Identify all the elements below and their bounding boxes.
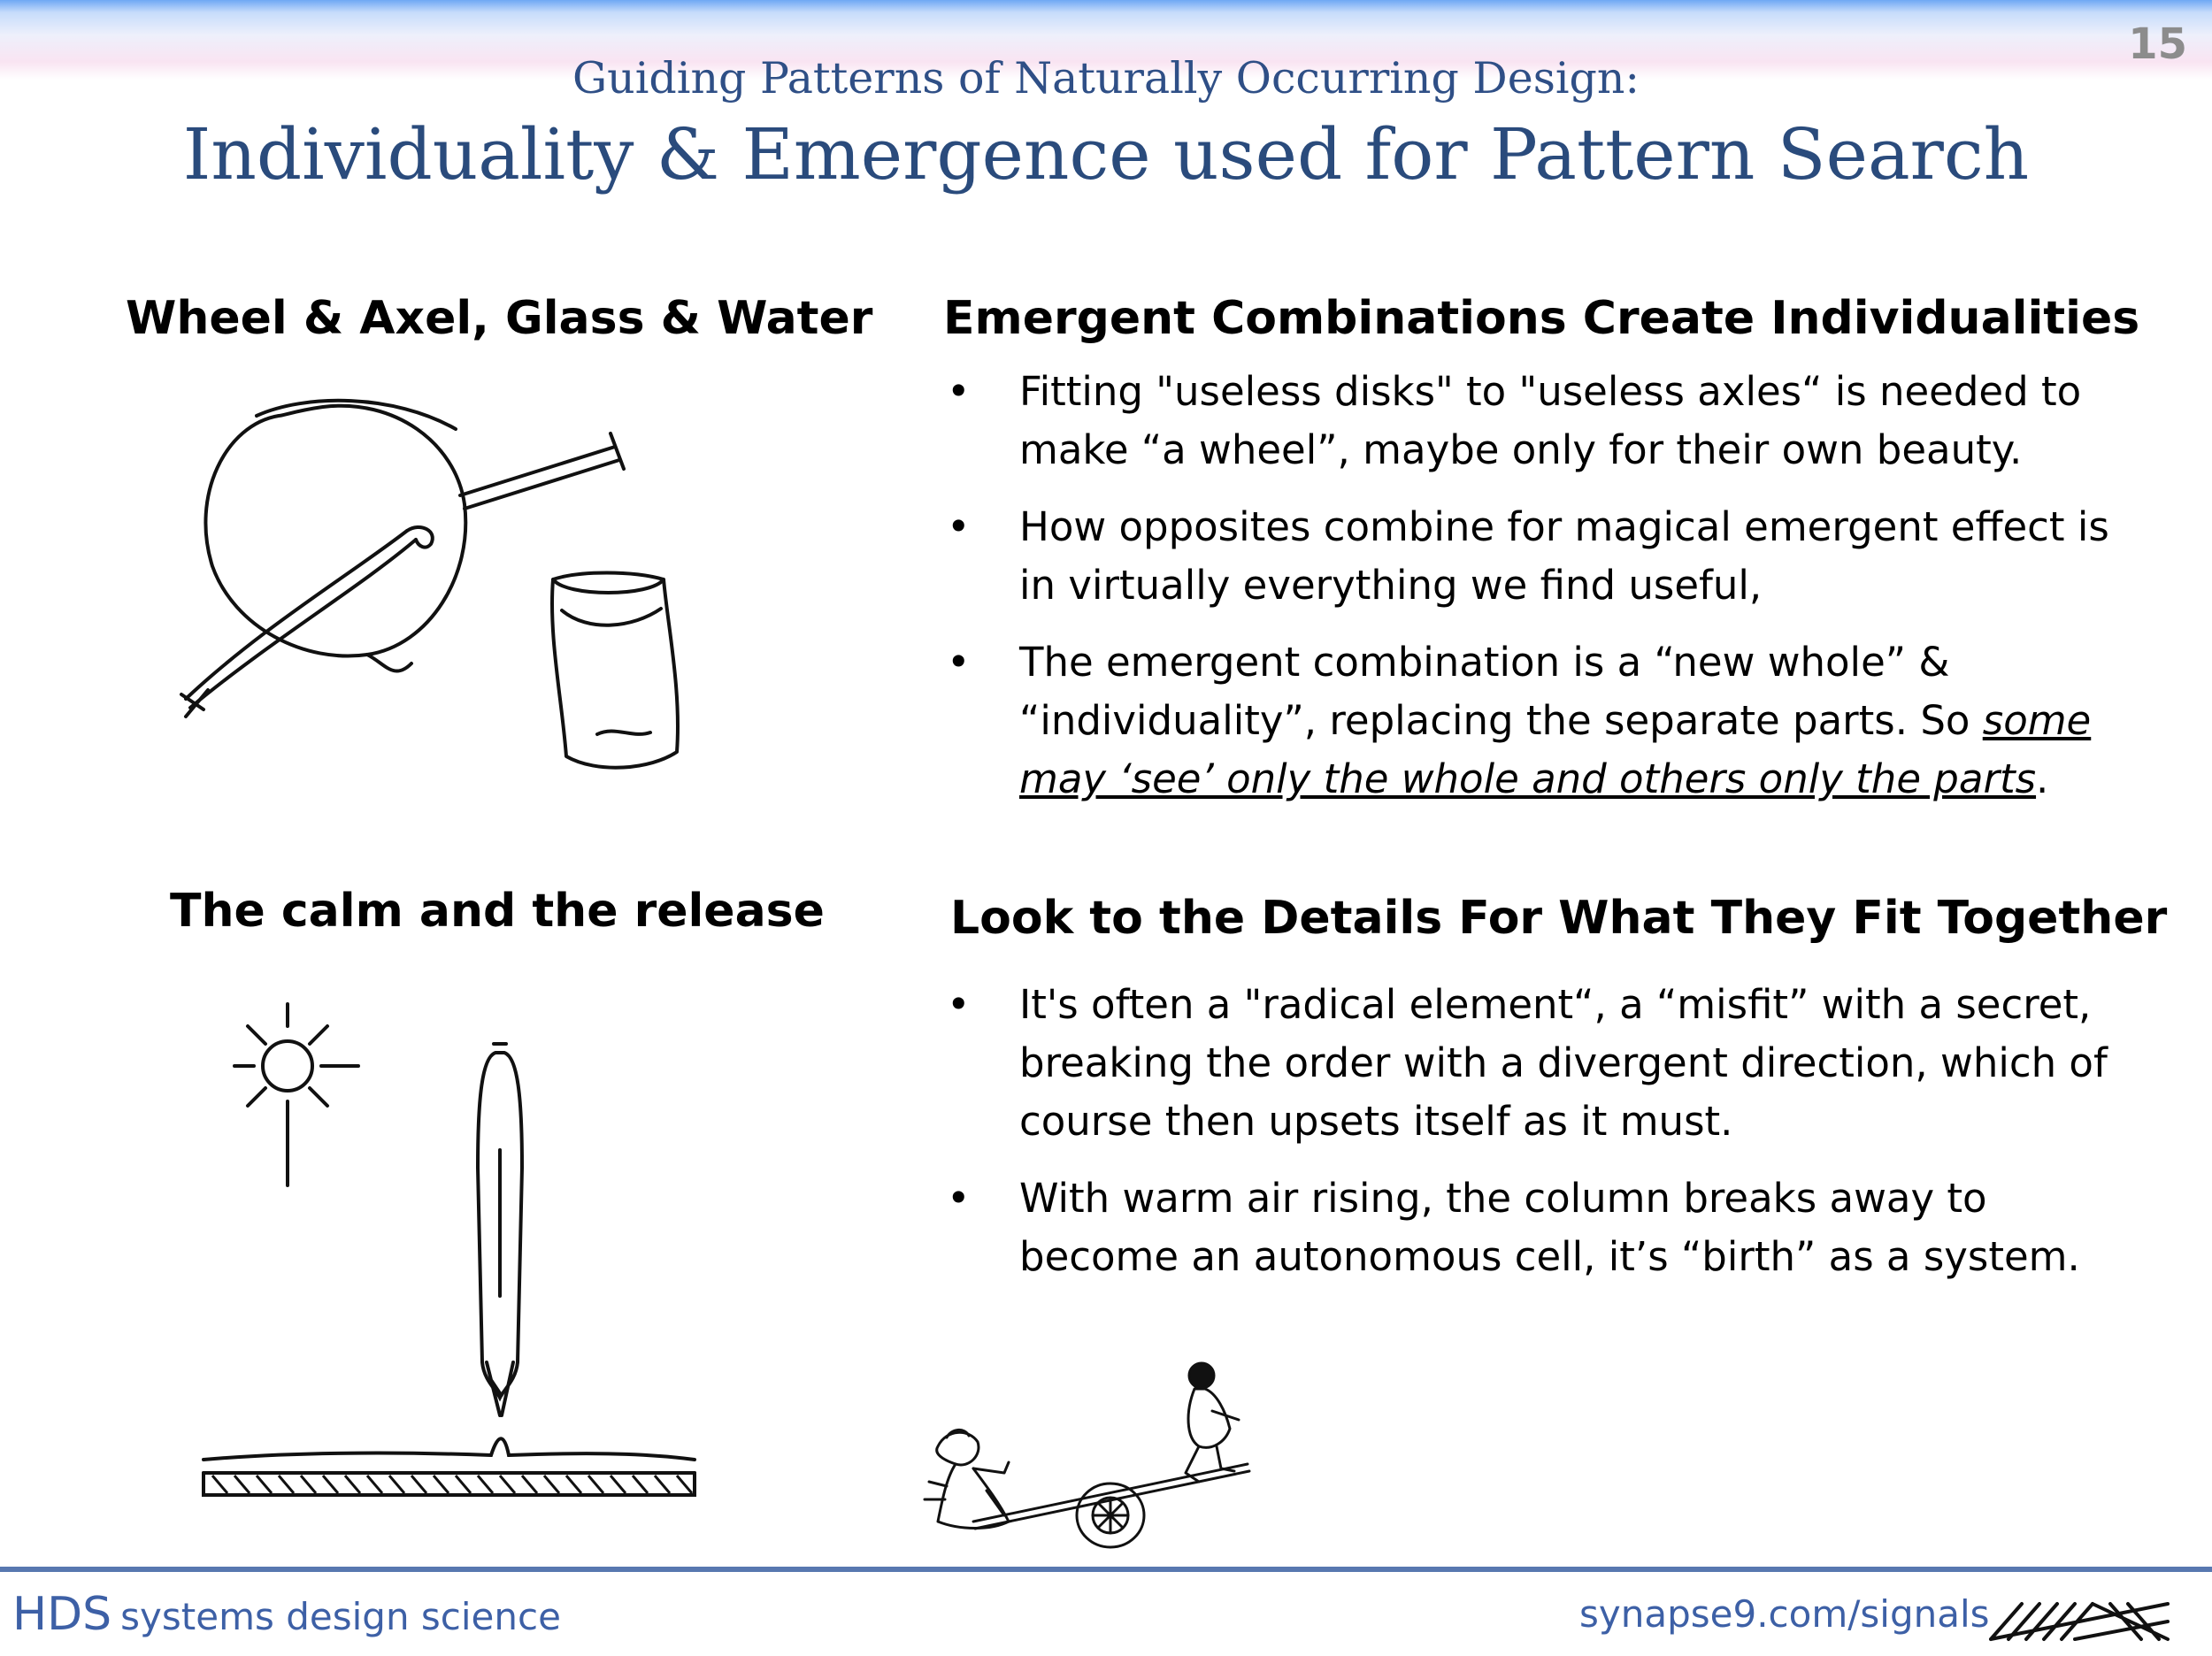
- bullet-icon: •: [947, 981, 971, 1028]
- list-item: • The emergent combination is a “new whole” & “individuality”, replacing the separate parts. So some may ‘see’ only the whole and others only the parts.: [947, 633, 2115, 809]
- heading-wheel-glass: Wheel & Axel, Glass & Water: [126, 292, 873, 345]
- emphasis-text: some may ‘see’ only the whole and others only the parts: [1019, 697, 2092, 802]
- bullet-list-emergent: [947, 363, 2115, 827]
- list-item: • It's often a "radical element“, a “misfit” with a secret, breaking the order with a divergent direction, which of course then upsets itself as it must.: [947, 976, 2115, 1151]
- list-item: • Fitting "useless disks" to "useless axles“ is needed to make “a wheel”, maybe only for their own beauty.: [947, 363, 2115, 479]
- bullet-icon: •: [947, 639, 971, 686]
- heading-emergent-combinations: Emergent Combinations Create Individualities: [943, 292, 2140, 345]
- heading-look-to-details: Look to the Details For What They Fit Together: [950, 892, 2168, 945]
- sun-column-sketch: [199, 991, 703, 1499]
- brand-name: HDS: [12, 1588, 112, 1641]
- list-item: • With warm air rising, the column breaks away to become an autonomous cell, it’s “birth” as a system.: [947, 1169, 2115, 1286]
- list-item: • How opposites combine for magical emergent effect is in virtually everything we find useful,: [947, 498, 2115, 615]
- brand-tagline: systems design science: [120, 1595, 561, 1638]
- bullet-icon: •: [947, 1175, 971, 1222]
- footer-rule: [0, 1567, 2212, 1572]
- bullet-icon: •: [947, 503, 971, 550]
- heading-calm-release: The calm and the release: [170, 885, 825, 938]
- bullet-icon: •: [947, 368, 971, 415]
- slide-subtitle: Guiding Patterns of Naturally Occurring Design:: [572, 53, 1640, 104]
- wheel-axle-glass-sketch: [173, 398, 703, 796]
- footer-brand: [12, 1588, 561, 1641]
- slide-number: 15: [2128, 19, 2187, 69]
- slide-title: Individuality & Emergence used for Pattern Search: [182, 113, 2030, 196]
- hds-logo-icon: [1986, 1599, 2172, 1644]
- seesaw-children-sketch: [920, 1358, 1292, 1557]
- footer-url: synapse9.com/signals: [1579, 1592, 1990, 1636]
- bullet-list-details: [947, 976, 2115, 1305]
